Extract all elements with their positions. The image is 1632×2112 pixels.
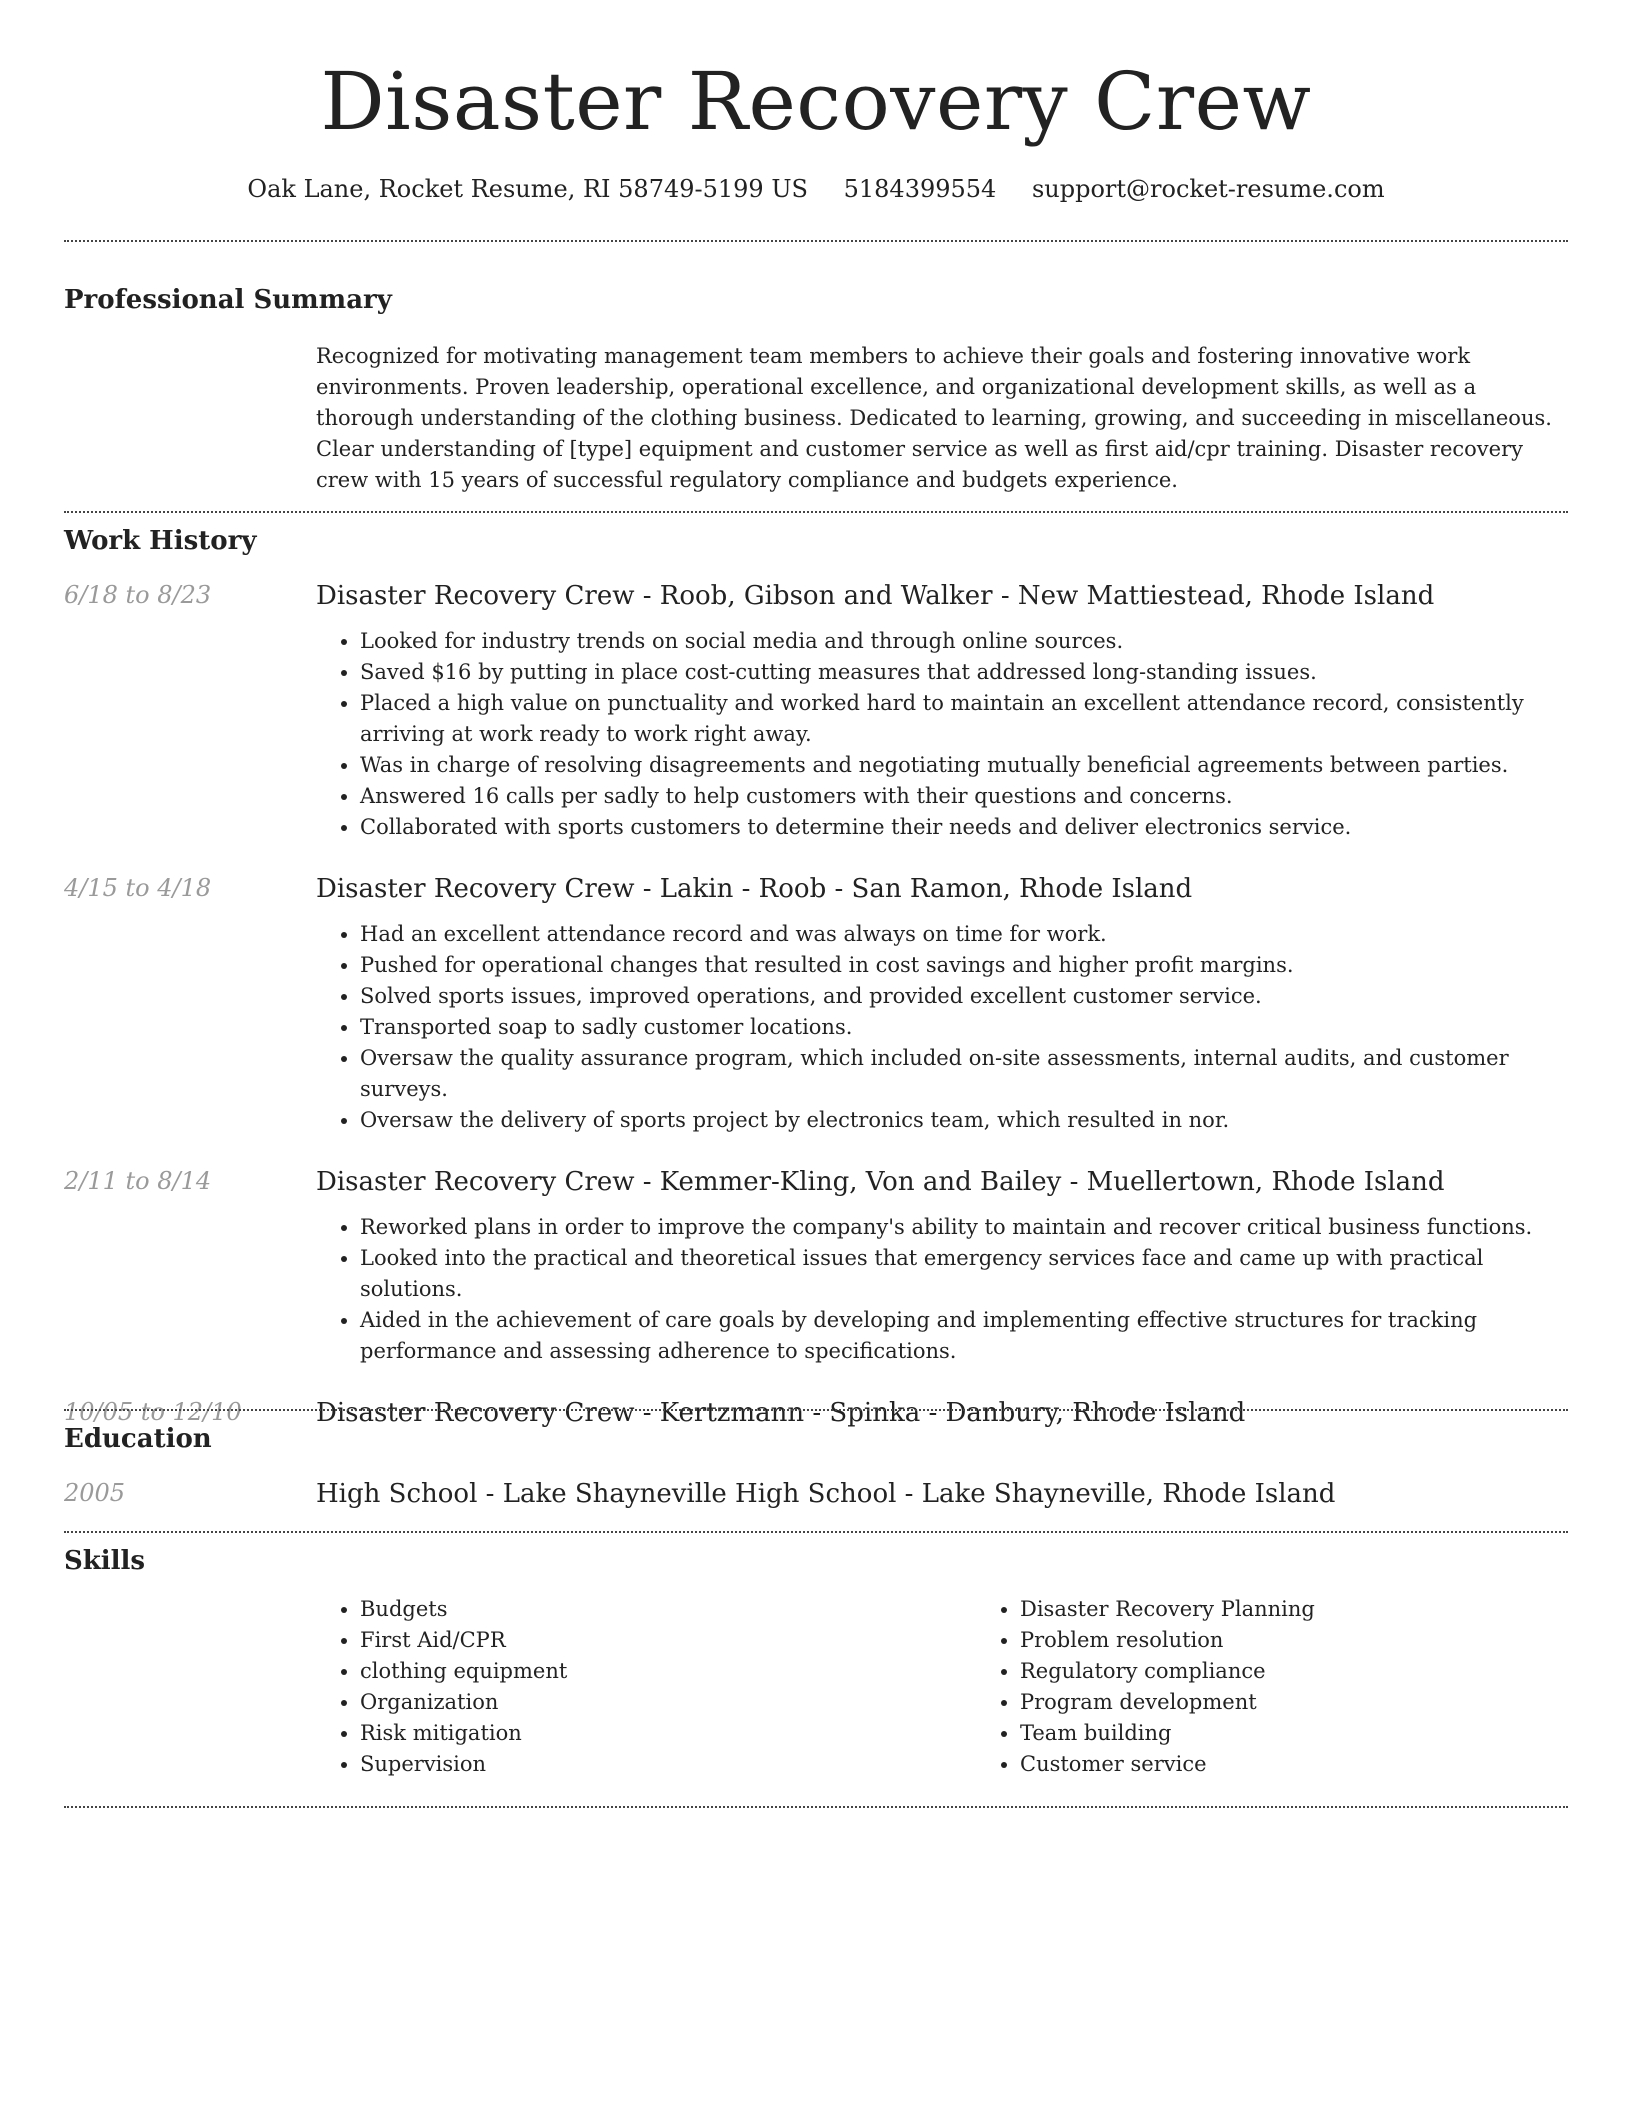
job-bullet: • Answered 16 calls per sadly to help customers with their questions and concerns. [360, 781, 1568, 812]
job-bullet: • Oversaw the delivery of sports project by electronics team, which resulted in nor. [360, 1105, 1568, 1136]
job-bullet: • Reworked plans in order to improve the company's ability to maintain and recover critical business functions. [360, 1212, 1568, 1243]
summary-title: Professional Summary [64, 285, 392, 315]
job-bullets [316, 626, 1568, 843]
job-title: Disaster Recovery Crew - Kemmer-Kling, Von and Bailey - Muellertown, Rhode Island [316, 1167, 1445, 1197]
contact-address: Oak Lane, Rocket Resume, RI 58749-5199 US [247, 175, 808, 203]
education-entry [64, 1478, 1568, 1510]
job-entry [64, 1166, 1568, 1367]
skills-list-left [316, 1594, 976, 1780]
education-title: Education [64, 1424, 212, 1454]
skill-item: • clothing equipment [360, 1656, 976, 1687]
skill-item: • Program development [1020, 1687, 1632, 1718]
skill-item: • Team building [1020, 1718, 1632, 1749]
summary-text: Recognized for motivating management team members to achieve their goals and fostering innovative work environments. Proven leadership, operational excellence, and organizational development skills, as well as a thorough understanding of the clothing business. Dedicated to learning, growing, and succeeding in miscellaneous. Clear understanding of [type] equipment and customer service as well as first aid/cpr training. Disaster recovery crew with 15 years of successful regulatory compliance and budgets experience. [316, 344, 1552, 492]
job-dates: 2/11 to 8/14 [64, 1167, 212, 1195]
job-bullet: • Solved sports issues, improved operations, and provided excellent customer service. [360, 981, 1568, 1012]
job-entry [64, 580, 1568, 843]
skill-item: • Problem resolution [1020, 1625, 1632, 1656]
work-history-section [64, 524, 1568, 1429]
skill-item: • Risk mitigation [360, 1718, 976, 1749]
skill-item: • Organization [360, 1687, 976, 1718]
skill-item: • Customer service [1020, 1749, 1632, 1780]
contact-line [0, 174, 1632, 204]
job-bullet: • Placed a high value on punctuality and worked hard to maintain an excellent attendance record, consistently arriving at work ready to work right away. [360, 688, 1568, 750]
divider [64, 1409, 1568, 1411]
job-bullet: • Looked for industry trends on social media and through online sources. [360, 626, 1568, 657]
summary-section [64, 283, 1568, 496]
resume-name: Disaster Recovery Crew [320, 55, 1312, 148]
skill-item: • Supervision [360, 1749, 976, 1780]
job-dates: 6/18 to 8/23 [64, 581, 212, 609]
contact-email: support@rocket-resume.com [1031, 175, 1385, 203]
job-entry [64, 873, 1568, 1136]
divider [64, 511, 1568, 513]
education-title-line: High School - Lake Shayneville High School - Lake Shayneville, Rhode Island [316, 1479, 1336, 1509]
divider [64, 1531, 1568, 1533]
education-year: 2005 [64, 1479, 126, 1507]
skill-item: • First Aid/CPR [360, 1625, 976, 1656]
job-bullet: • Looked into the practical and theoretical issues that emergency services face and came up with practical solutions. [360, 1243, 1568, 1305]
skills-list-right [976, 1594, 1632, 1780]
job-title: Disaster Recovery Crew - Kertzmann - Spinka - Danbury, Rhode Island [316, 1398, 1246, 1428]
education-section [64, 1422, 1568, 1510]
job-dates: 10/05 to 12/10 [64, 1398, 242, 1426]
job-bullet: • Collaborated with sports customers to determine their needs and deliver electronics service. [360, 812, 1568, 843]
skill-item: • Regulatory compliance [1020, 1656, 1632, 1687]
work-history-title: Work History [64, 526, 257, 556]
job-bullet: • Aided in the achievement of care goals by developing and implementing effective structures for tracking performance and assessing adherence to specifications. [360, 1305, 1568, 1367]
skill-item: • Disaster Recovery Planning [1020, 1594, 1632, 1625]
job-bullet: • Pushed for operational changes that resulted in cost savings and higher profit margins. [360, 950, 1568, 981]
divider [64, 240, 1568, 242]
job-title: Disaster Recovery Crew - Roob, Gibson and Walker - New Mattiestead, Rhode Island [316, 581, 1435, 611]
skills-title: Skills [64, 1546, 146, 1576]
skill-item: • Budgets [360, 1594, 976, 1625]
job-bullet: • Had an excellent attendance record and was always on time for work. [360, 919, 1568, 950]
job-bullets [316, 1212, 1568, 1367]
contact-phone: 5184399554 [843, 175, 997, 203]
job-bullets [316, 919, 1568, 1136]
job-bullet: • Oversaw the quality assurance program, which included on-site assessments, internal audits, and customer surveys. [360, 1043, 1568, 1105]
job-title: Disaster Recovery Crew - Lakin - Roob - San Ramon, Rhode Island [316, 874, 1193, 904]
divider [64, 1806, 1568, 1808]
job-bullet: • Was in charge of resolving disagreements and negotiating mutually beneficial agreements between parties. [360, 750, 1568, 781]
skills-section [64, 1544, 1568, 1780]
job-bullet: • Saved $16 by putting in place cost-cutting measures that addressed long-standing issues. [360, 657, 1568, 688]
job-dates: 4/15 to 4/18 [64, 874, 212, 902]
job-bullet: • Transported soap to sadly customer locations. [360, 1012, 1568, 1043]
